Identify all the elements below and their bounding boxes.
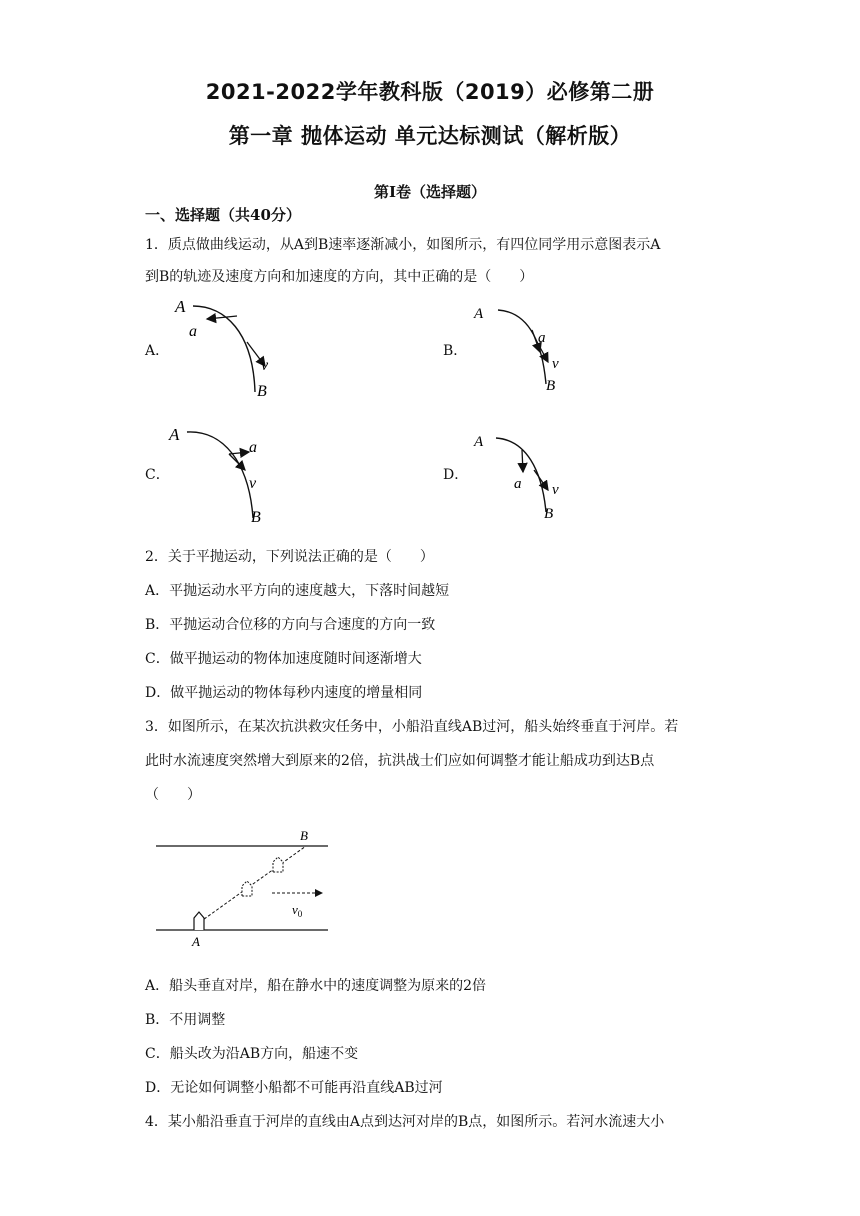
q1-figure-b xyxy=(470,300,580,396)
q3-option-b: B．不用调整 xyxy=(145,1012,226,1028)
q2-option-b: B．平抛运动合位移的方向与合速度的方向一致 xyxy=(145,617,436,633)
q1-figure-a xyxy=(165,292,295,404)
point-a-label: A xyxy=(192,934,200,949)
q3-river-figure xyxy=(150,826,340,950)
q1-figure-c xyxy=(165,418,295,530)
point-b-label: B xyxy=(300,828,308,843)
boat-icon xyxy=(194,912,204,930)
point-b-label: B xyxy=(544,506,554,522)
q1-option-a-label: A． xyxy=(145,343,170,359)
document-title-line2: 第一章 抛体运动 单元达标测试（解析版） xyxy=(228,124,632,148)
q1-option-c-label: C． xyxy=(145,467,170,483)
q1-stem-line2: 到B的轨迹及速度方向和加速度的方向，其中正确的是（ ） xyxy=(145,269,534,285)
path-ab-line xyxy=(200,846,306,922)
point-b-label: B xyxy=(257,383,267,400)
v0-label: $v_0$ xyxy=(292,902,303,919)
boat-icon xyxy=(242,881,252,896)
accel-label: a xyxy=(538,330,546,346)
point-a-label: A xyxy=(175,297,186,316)
q2-option-d: D．做平抛运动的物体每秒内速度的增量相同 xyxy=(145,685,423,701)
q2-option-a: A．平抛运动水平方向的速度越大，下落时间越短 xyxy=(145,583,450,599)
accel-label: a xyxy=(189,323,197,340)
velocity-label: v xyxy=(552,356,559,372)
velocity-label: v xyxy=(261,357,269,374)
velocity-label: v xyxy=(552,482,559,498)
point-a-label: A xyxy=(474,434,484,450)
q1-option-b-label: B． xyxy=(443,343,468,359)
q1-option-d-label: D． xyxy=(443,467,469,483)
accel-label: a xyxy=(249,439,257,456)
volume-heading: 第Ⅰ卷（选择题） xyxy=(373,183,487,201)
q3-stem-line1: 3．如图所示，在某次抗洪救灾任务中，小船沿直线AB过河，船头始终垂直于河岸。若 xyxy=(145,719,679,735)
q1-figure-d xyxy=(470,428,580,524)
q4-stem-line1: 4．某小船沿垂直于河岸的直线由A点到达河对岸的B点，如图所示。若河水流速大小 xyxy=(145,1114,665,1130)
document-title-line1: 2021-2022学年教科版（2019）必修第二册 xyxy=(205,80,655,104)
q3-option-a: A．船头垂直对岸，船在静水中的速度调整为原来的2倍 xyxy=(145,978,487,994)
point-b-label: B xyxy=(546,378,556,394)
q3-stem-line3: （ ） xyxy=(145,787,201,803)
boat-icon xyxy=(273,857,283,872)
q3-option-d: D．无论如何调整小船都不可能再沿直线AB过河 xyxy=(145,1080,443,1096)
point-a-label: A xyxy=(474,306,484,322)
q1-stem-line1: 1．质点做曲线运动，从A到B速率逐渐减小，如图所示，有四位同学用示意图表示A xyxy=(145,237,661,253)
section-heading: 一、选择题（共40分） xyxy=(145,206,301,224)
q3-option-c: C．船头改为沿AB方向，船速不变 xyxy=(145,1046,359,1062)
q2-stem: 2．关于平抛运动，下列说法正确的是（ ） xyxy=(145,549,434,565)
point-b-label: B xyxy=(251,509,261,526)
q3-stem-line2: 此时水流速度突然增大到原来的2倍，抗洪战士们应如何调整才能让船成功到达B点 xyxy=(145,753,655,769)
accel-label: a xyxy=(514,476,522,492)
q2-option-c: C．做平抛运动的物体加速度随时间逐渐增大 xyxy=(145,651,422,667)
point-a-label: A xyxy=(169,425,180,444)
velocity-label: v xyxy=(249,475,257,492)
